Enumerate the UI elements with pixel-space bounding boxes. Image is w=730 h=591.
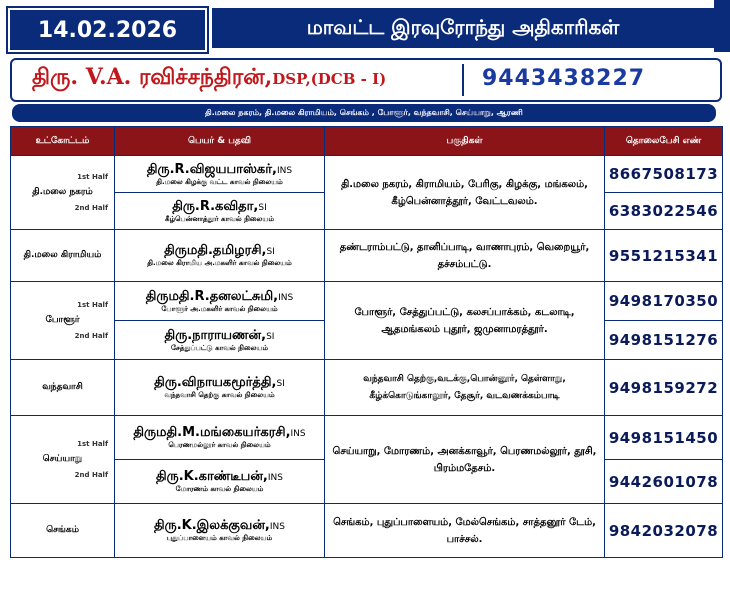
officer-rank: INS (269, 522, 285, 532)
officer-divider (462, 64, 464, 96)
phone-cell: 9498159272 (605, 360, 723, 416)
subdivision-name: வந்தவாசி (11, 360, 115, 416)
officer-name-text: திரு. V.A. ரவிச்சந்திரன், (32, 64, 273, 90)
table-header-row (11, 127, 723, 156)
officer-cell (115, 193, 325, 230)
areas-banner: தி.மலை நகரம், தி.மலை கிராமியம், செங்கம் , போளூர், வந்தவாசி, செய்யாறு, ஆரணி (12, 104, 716, 122)
half-label: 2nd Half (74, 471, 108, 479)
header-bar (0, 0, 730, 52)
half-label: 1st Half (77, 440, 108, 448)
officer-phone: 9443438227 (482, 66, 646, 91)
subdivision-name: செங்கம் (11, 504, 115, 558)
table-row (11, 360, 723, 416)
police-station: கீழ்பென்னாத்தூர் காவல் நிலையம் (165, 214, 274, 223)
officer-rank: DSP,(DCB - I) (272, 70, 387, 88)
officer-name: திருமதி.R.தனலட்சுமி, (145, 288, 279, 304)
header-phone: தொலைபேசி எண் (605, 127, 723, 156)
areas-cell: தண்டராம்பட்டு, தானிப்பாடி, வாணாபுரம், வெறையூர், தச்சம்பட்டு. (325, 230, 605, 282)
table-row (11, 504, 723, 558)
officer-name: திரு.R.கவிதா, (172, 198, 259, 214)
phone-cell: 6383022546 (605, 193, 723, 230)
officer-name: திரு.நாராயணன், (164, 327, 267, 343)
police-station: தி.மலை கிழக்கு வட்ட காவல் நிலையம் (156, 177, 283, 186)
officer-name: திரு.K.காண்டீபன், (156, 469, 268, 484)
officer-cell (115, 282, 325, 321)
subdivision-name: தி.மலை நகரம் (32, 187, 93, 197)
officer-name: திரு.விநாயகமூர்த்தி, (154, 375, 277, 390)
police-station: புதுப்பாளையம் காவல் நிலையம் (166, 534, 273, 542)
header-areas: பகுதிகள் (325, 127, 605, 156)
phone-cell: 9498151450 (605, 416, 723, 460)
date-box: 14.02.2026 (8, 8, 207, 52)
officer-rank: SI (266, 247, 275, 257)
officer-cell (115, 416, 325, 460)
officer-name: திரு.R.விஜயபாஸ்கர், (146, 161, 277, 177)
phone-cell: 9551215341 (605, 230, 723, 282)
officer-rank: INS (267, 473, 283, 483)
subdivision-name: தி.மலை கிராமியம் (11, 230, 115, 282)
table-row (11, 282, 723, 321)
page-title: மாவட்ட இரவுரோந்து அதிகாரிகள் (212, 8, 714, 48)
subdivision-name: செய்யாறு (42, 454, 83, 464)
header-subdivision: உட்கோட்டம் (11, 127, 115, 156)
officer-rank: INS (276, 165, 293, 176)
corner-decoration (714, 0, 730, 52)
phone-cell: 9498151276 (605, 321, 723, 360)
phone-cell: 9842032078 (605, 504, 723, 558)
phone-cell: 9442601078 (605, 460, 723, 504)
police-station: தி.மலை கிராமிய அ.மகளிர் காவல் நிலையம் (147, 259, 292, 267)
table-row (11, 156, 723, 193)
police-station: மோரணம் காவல் நிலையம் (175, 485, 264, 493)
officer-rank: SI (276, 379, 285, 389)
subdivision-name: போளூர் (45, 315, 80, 325)
officer-cell (115, 321, 325, 360)
officer-cell (115, 230, 325, 282)
half-label: 2nd Half (74, 204, 108, 212)
officer-cell (115, 460, 325, 504)
police-station: சேத்துப்பட்டு காவல் நிலையம் (170, 343, 269, 352)
phone-cell: 8667508173 (605, 156, 723, 193)
officer-name: திருமதி.தமிழரசி, (164, 243, 267, 258)
areas-cell: செங்கம், புதுப்பாளையம், மேல்செங்கம், சாத்தனூர் டேம், பாச்சல். (325, 504, 605, 558)
areas-cell: செய்யாறு, மோரணம், அனக்காவூர், பெரணமல்லூர், தூசி, பிரம்மதேசம். (325, 416, 605, 504)
table-row (11, 230, 723, 282)
half-label: 2nd Half (74, 332, 108, 340)
areas-cell: வந்தவாசி தெற்கு,வடக்கு,பொன்னூர், தெள்ளாறு, கீழ்க்கொடுங்காலூர், தேசூர், வடவணக்கம்பாடி (325, 360, 605, 416)
officer-rank: INS (278, 292, 294, 303)
phone-cell: 9498170350 (605, 282, 723, 321)
table-row (11, 416, 723, 460)
officer-cell (115, 360, 325, 416)
header-name: பெயர் & பதவி (115, 127, 325, 156)
areas-cell: போளூர், சேத்துப்பட்டு, கலசப்பாக்கம், கடலாடி, ஆதமங்கலம் புதூர், ஜமுனாமரத்தூர். (325, 282, 605, 360)
duty-table (10, 126, 723, 558)
officer-cell (115, 504, 325, 558)
officer-rank: INS (290, 429, 306, 439)
half-label: 1st Half (77, 301, 108, 309)
subdivision-cell (11, 156, 115, 230)
officer-cell (115, 156, 325, 193)
officer-box (10, 58, 722, 102)
officer-name (32, 64, 386, 93)
subdivision-cell (11, 416, 115, 504)
police-station: போளூர் அ.மகளிர் காவல் நிலையம் (161, 304, 278, 313)
police-station: பெரணமல்லூர் காவல் நிலையம் (168, 441, 271, 449)
half-label: 1st Half (77, 173, 108, 181)
officer-rank: SI (258, 202, 267, 213)
areas-cell: தி.மலை நகரம், கிராமியம், பேரிகு, கிழக்கு, மங்கலம், கீழ்பென்னாத்தூர், வேட்டவலம். (325, 156, 605, 230)
officer-name: திருமதி.M.மங்கையர்கரசி, (133, 425, 291, 440)
police-station: வந்தவாசி தெற்கு காவல் நிலையம் (164, 391, 275, 399)
officer-rank: SI (266, 331, 275, 342)
subdivision-cell (11, 282, 115, 360)
officer-name: திரு.K.இலக்குவன், (154, 518, 270, 533)
